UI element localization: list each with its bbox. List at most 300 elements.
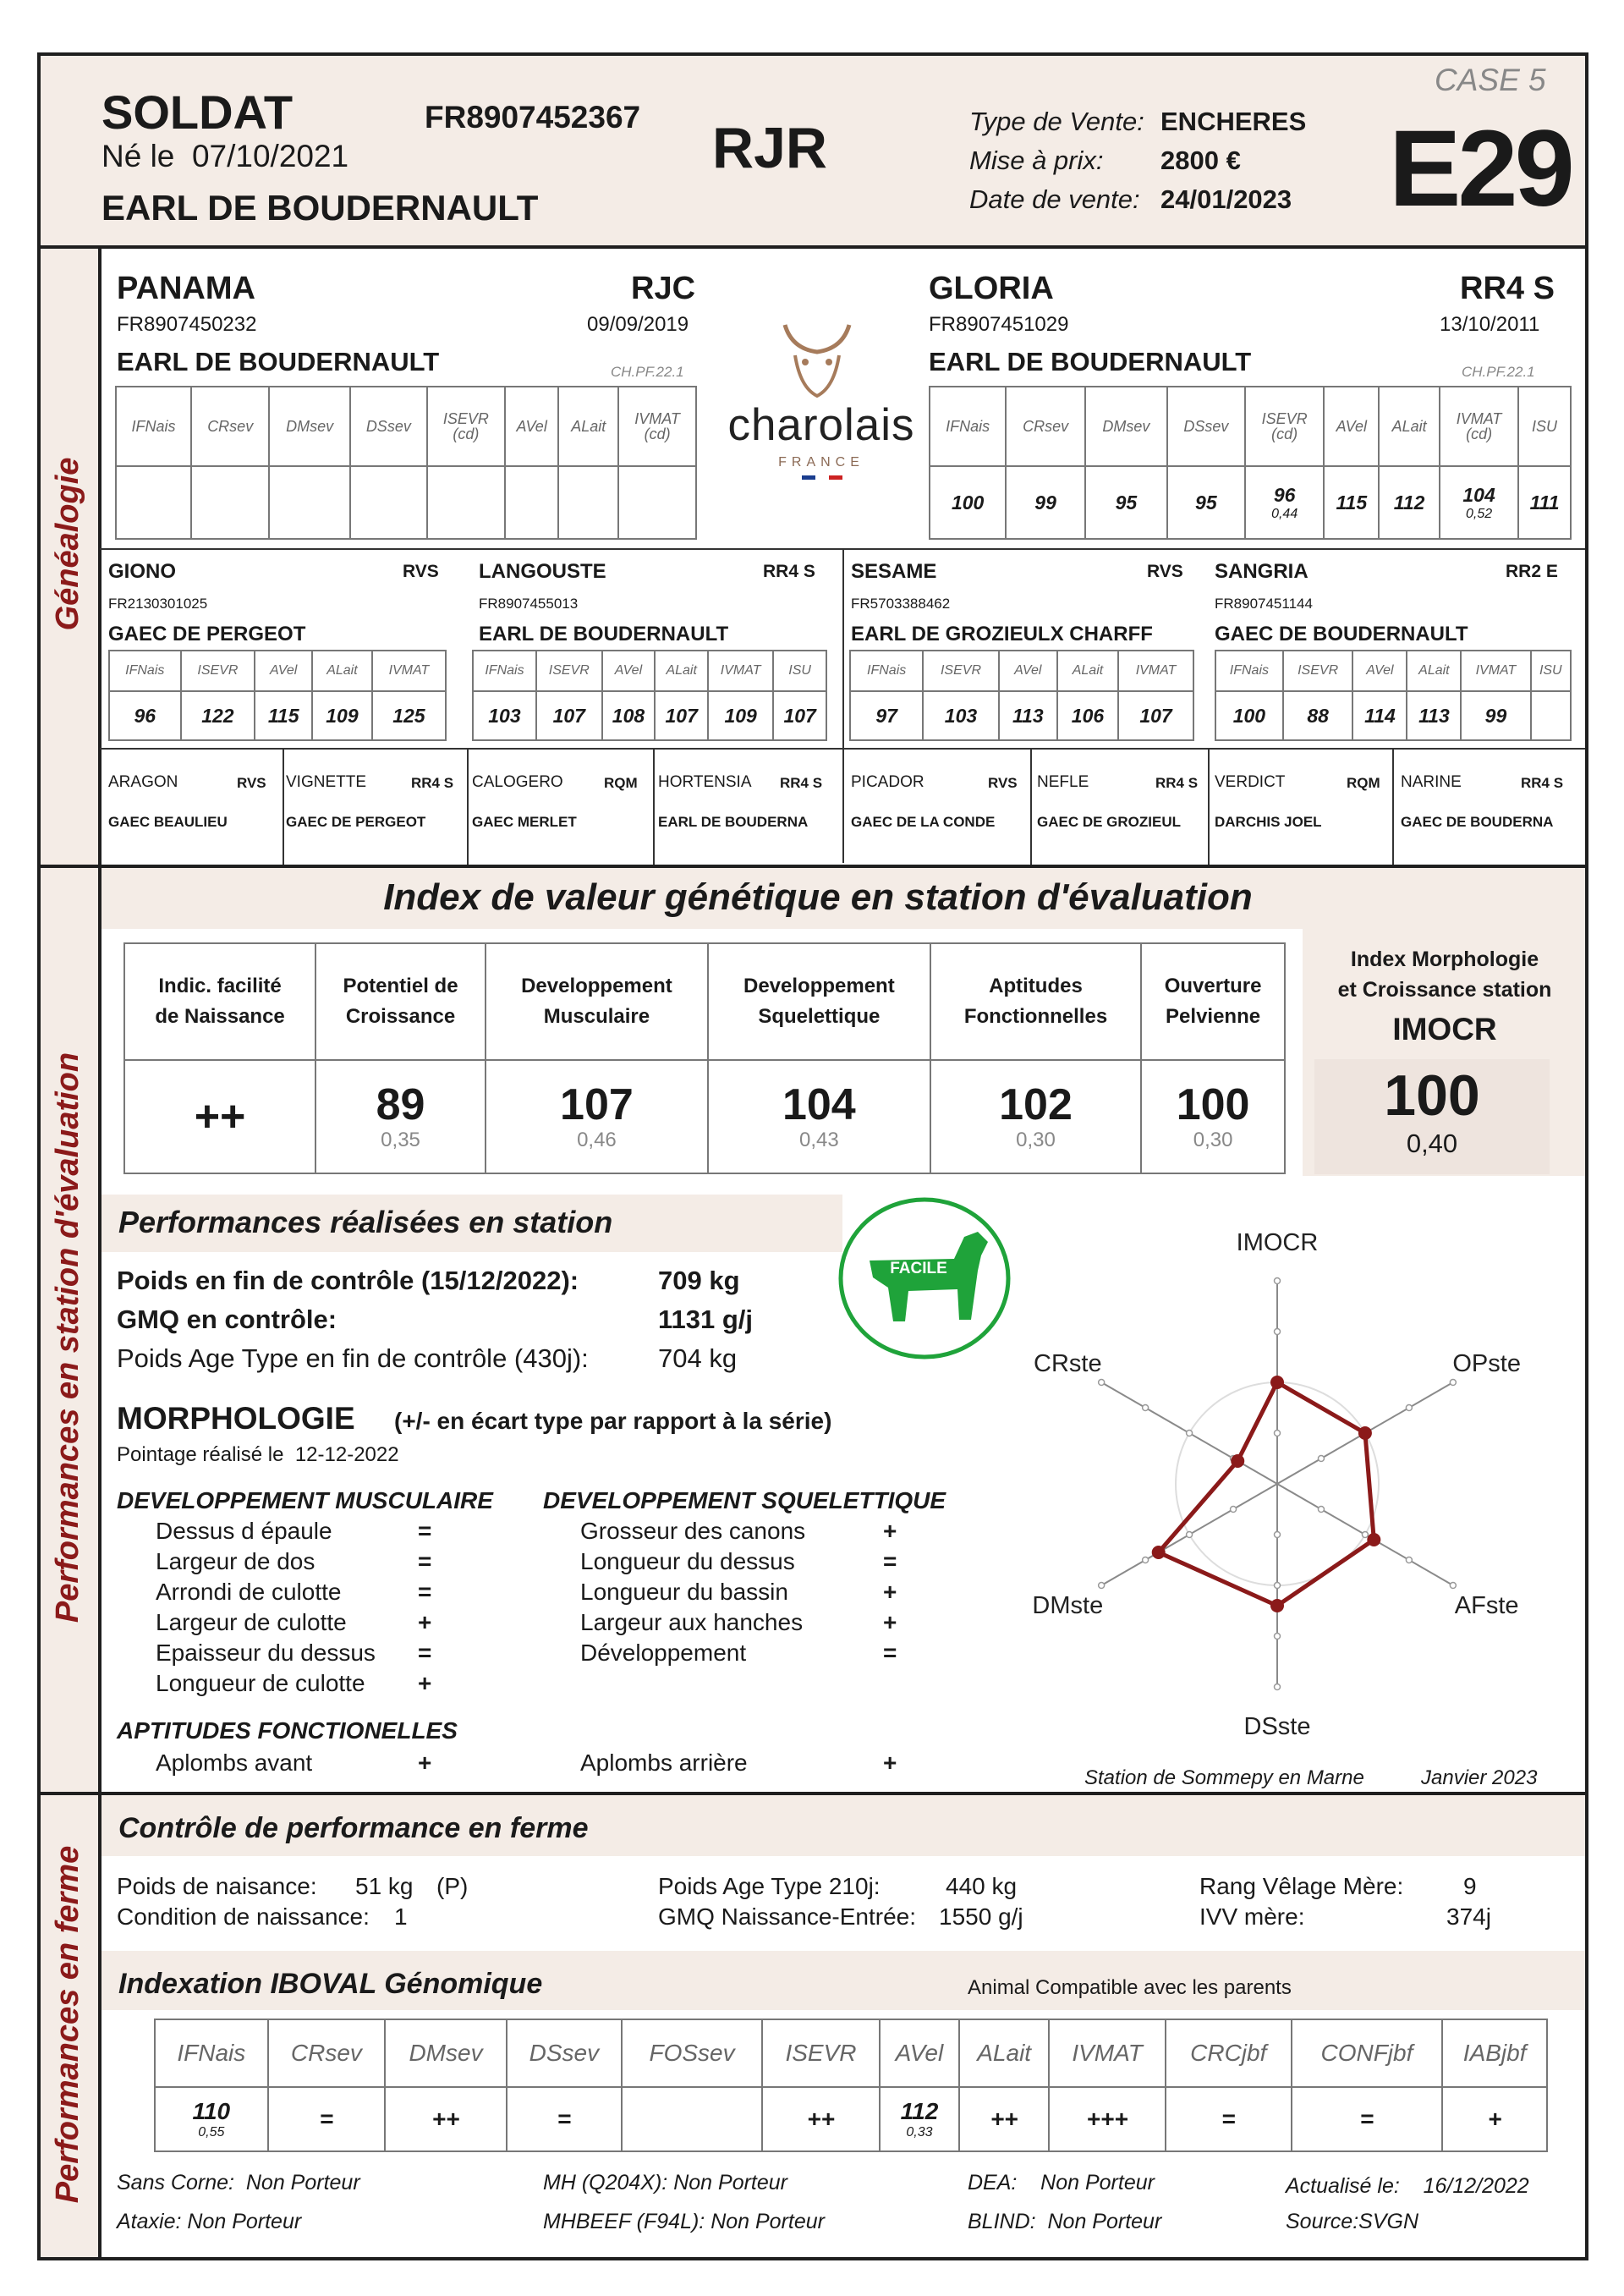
- muscle-4-label: Epaisseur du dessus: [156, 1640, 376, 1666]
- sire-date: 09/09/2019: [587, 313, 689, 336]
- dam-v8: 111: [1518, 466, 1571, 539]
- gp2-h0: IFNais: [850, 651, 923, 691]
- sire-ref: CH.PF.22.1: [611, 364, 684, 380]
- iboval-v11: +: [1442, 2087, 1547, 2151]
- radar-label-DMste: DMste: [1032, 1592, 1104, 1619]
- side-label-station: Performances en station d'évaluation: [50, 1052, 85, 1623]
- station-h2: Developpement Musculaire: [486, 943, 708, 1060]
- sire-h5: AVel: [505, 387, 558, 466]
- ggp6-owner: DARCHIS JOEL: [1215, 814, 1322, 830]
- skel-title: DEVELOPPEMENT SQUELETTIQUE: [543, 1487, 946, 1513]
- radar-chart: [1015, 1205, 1556, 1763]
- birth-label: Né le: [102, 139, 175, 173]
- gp1-name: LANGOUSTE: [479, 560, 606, 583]
- gp2-h3: ALait: [1057, 651, 1118, 691]
- gp3-id: FR8907451144: [1215, 596, 1313, 612]
- radar-series-line: [1159, 1382, 1374, 1606]
- animal-id: FR8907452367: [425, 100, 641, 135]
- iboval-v1: =: [268, 2087, 386, 2151]
- iboval-v8: +++: [1049, 2087, 1166, 2151]
- gp1-h3: ALait: [655, 651, 708, 691]
- gp2-v3: 106: [1057, 691, 1118, 740]
- gp1-code: RR4 S: [763, 562, 815, 581]
- radar-tick: [1318, 1507, 1324, 1513]
- velage-facile-badge: [836, 1193, 1013, 1360]
- farm-title: Contrôle de performance en ferme: [118, 1812, 589, 1844]
- dam-owner: EARL DE BOUDERNAULT: [929, 347, 1252, 376]
- skel-4-label: Développement: [580, 1640, 747, 1666]
- radar-label-IMOCR: IMOCR: [1236, 1229, 1319, 1256]
- skel-2-value: +: [883, 1579, 897, 1605]
- morpho-date: Pointage réalisé le 12-12-2022: [117, 1443, 399, 1466]
- gp0-v3: 109: [312, 691, 372, 740]
- sale-date: 24/01/2023: [1160, 184, 1292, 214]
- station-v0: ++: [124, 1060, 315, 1173]
- skel-4-value: =: [883, 1640, 897, 1666]
- imocr-sub: 0,40: [1406, 1129, 1458, 1158]
- muscle-1-value: =: [418, 1548, 432, 1574]
- breeder-name: EARL DE BOUDERNAULT: [102, 188, 539, 228]
- gp1-table: [472, 650, 827, 741]
- gp2-owner: EARL DE GROZIEULX CHARFF: [851, 623, 1153, 645]
- gp3-v0: 100: [1215, 691, 1283, 740]
- radar-tick: [1450, 1583, 1456, 1589]
- iboval-h7: ALait: [959, 2019, 1049, 2087]
- gp3-h3: ALait: [1407, 651, 1461, 691]
- farm-gmq: 1550 g/j: [939, 1903, 1023, 1930]
- gp1-owner: EARL DE BOUDERNAULT: [479, 623, 729, 645]
- apt-title: APTITUDES FONCTIONELLES: [117, 1717, 458, 1744]
- price: 2800 €: [1160, 146, 1241, 175]
- radar-tick: [1275, 1684, 1281, 1690]
- ggp1-owner: GAEC DE PERGEOT: [286, 814, 426, 830]
- station-h5: Ouverture Pelvienne: [1141, 943, 1285, 1060]
- animal-name: SOLDAT: [102, 85, 294, 139]
- gp1-v3: 107: [655, 691, 708, 740]
- iboval-v4: [622, 2087, 762, 2151]
- dam-h8: ISU: [1518, 387, 1571, 466]
- gp1-v0: 103: [473, 691, 536, 740]
- sire-h2: DMsev: [269, 387, 350, 466]
- iboval-v5: ++: [762, 2087, 880, 2151]
- radar-tick: [1231, 1507, 1237, 1513]
- muscle-1-label: Largeur de dos: [156, 1548, 315, 1574]
- station-v5: 100 0,30: [1141, 1060, 1285, 1173]
- sire-owner: EARL DE BOUDERNAULT: [117, 347, 440, 376]
- gp0-h1: ISEVR: [181, 651, 255, 691]
- gp3-h0: IFNais: [1215, 651, 1283, 691]
- dam-h0: IFNais: [930, 387, 1006, 466]
- imocr-label: IMOCR: [1392, 1012, 1497, 1046]
- dam-v2: 95: [1085, 466, 1167, 539]
- dam-h6: ALait: [1379, 387, 1440, 466]
- birth-weight: 51 kg: [355, 1873, 414, 1899]
- radar-point-OPste: [1358, 1426, 1372, 1440]
- iboval-h8: IVMAT: [1049, 2019, 1166, 2087]
- ggp2-name: CALOGERO: [472, 773, 563, 791]
- dam-date: 13/10/2011: [1440, 313, 1540, 336]
- iboval-title: Indexation IBOVAL Génomique: [118, 1968, 543, 2000]
- skel-0-value: +: [883, 1518, 897, 1544]
- station-v1: 89 0,35: [315, 1060, 486, 1173]
- radar-point-DSste: [1270, 1599, 1284, 1612]
- ggp4-code: RVS: [988, 775, 1018, 791]
- source: Source:SVGN: [1286, 2210, 1419, 2233]
- gp1-v5: 107: [773, 691, 826, 740]
- gp3-owner: GAEC DE BOUDERNAULT: [1215, 623, 1468, 645]
- station-index-table: [123, 942, 1286, 1174]
- updated: Actualisé le: 16/12/2022: [1286, 2174, 1529, 2198]
- gp1-v2: 108: [602, 691, 656, 740]
- radar-tick: [1406, 1405, 1412, 1411]
- gp1-h1: ISEVR: [536, 651, 602, 691]
- dam-v1: 99: [1006, 466, 1085, 539]
- muscle-4-value: =: [418, 1640, 432, 1666]
- ggp0-code: RVS: [237, 775, 266, 791]
- flag-icon: [802, 475, 842, 480]
- radar-tick: [1275, 1431, 1281, 1436]
- ggp7-name: NARINE: [1401, 773, 1462, 791]
- sire-v2: [269, 466, 350, 539]
- sans-corne: Sans Corne: Non Porteur: [117, 2171, 360, 2194]
- gp0-h3: ALait: [312, 651, 372, 691]
- gp1-h2: AVel: [602, 651, 656, 691]
- sire-v3: [350, 466, 427, 539]
- sire-h7: IVMAT (cd): [618, 387, 696, 466]
- gp1-v1: 107: [536, 691, 602, 740]
- radar-tick: [1275, 1532, 1281, 1538]
- radar-tick: [1406, 1557, 1412, 1563]
- side-label-farm: Performances en ferme: [50, 1845, 85, 2204]
- gp1-h5: ISU: [773, 651, 826, 691]
- iboval-h1: CRsev: [268, 2019, 386, 2087]
- ggp7-code: RR4 S: [1521, 775, 1564, 791]
- gp3-h5: ISU: [1531, 651, 1571, 691]
- iboval-v7: ++: [959, 2087, 1049, 2151]
- birth-weight-label: Poids de naisance:: [117, 1873, 317, 1899]
- ivv-label: IVV mère:: [1199, 1903, 1305, 1930]
- weight-value: 709 kg: [658, 1266, 740, 1295]
- radar-tick: [1187, 1532, 1193, 1538]
- imocr-title: Index Morphologie et Croissance station: [1337, 948, 1552, 1002]
- weight-label: Poids en fin de contrôle (15/12/2022):: [117, 1266, 579, 1295]
- gp0-h2: AVel: [255, 651, 312, 691]
- sire-h0: IFNais: [116, 387, 191, 466]
- dam-v3: 95: [1167, 466, 1245, 539]
- dam-h7: IVMAT (cd): [1440, 387, 1518, 466]
- iboval-h0: IFNais: [155, 2019, 268, 2087]
- muscle-0-label: Dessus d épaule: [156, 1518, 332, 1544]
- sire-name: PANAMA: [117, 271, 255, 306]
- iboval-h9: CRCjbf: [1166, 2019, 1292, 2087]
- station-v3: 104 0,43: [708, 1060, 930, 1173]
- rank-label: Rang Vêlage Mère:: [1199, 1873, 1404, 1899]
- sire-index-table: [115, 386, 697, 540]
- age210-label: Poids Age Type 210j:: [658, 1873, 881, 1899]
- dam-v0: 100: [930, 466, 1006, 539]
- radar-tick: [1275, 1583, 1281, 1589]
- skel-1-value: =: [883, 1548, 897, 1574]
- station-date: Janvier 2023: [1421, 1766, 1538, 1789]
- apt-1-label: Aplombs arrière: [580, 1749, 748, 1776]
- dam-v4: 96 0,44: [1245, 466, 1325, 539]
- gp3-name: SANGRIA: [1215, 560, 1309, 583]
- sire-h3: DSsev: [350, 387, 427, 466]
- iboval-h6: AVel: [880, 2019, 959, 2087]
- gp0-v0: 96: [109, 691, 181, 740]
- gp3-v3: 113: [1407, 691, 1461, 740]
- station-h3: Developpement Squelettique: [708, 943, 930, 1060]
- imocr-value: 100: [1384, 1063, 1480, 1128]
- muscle-2-label: Arrondi de culotte: [156, 1579, 342, 1605]
- radar-label-OPste: OPste: [1452, 1350, 1521, 1377]
- skel-3-value: +: [883, 1609, 897, 1635]
- gp1-id: FR8907455013: [479, 596, 579, 612]
- gp0-v4: 125: [372, 691, 446, 740]
- sire-h4: ISEVR (cd): [427, 387, 505, 466]
- dam-h4: ISEVR (cd): [1245, 387, 1325, 466]
- gp0-name: GIONO: [108, 560, 177, 583]
- birth-weight-flag: (P): [436, 1873, 469, 1899]
- station-v2: 107 0,46: [486, 1060, 708, 1173]
- sale-type-label: Type de Vente:: [969, 107, 1144, 136]
- ggp1-name: VIGNETTE: [286, 773, 367, 791]
- muscle-title: DEVELOPPEMENT MUSCULAIRE: [117, 1487, 493, 1513]
- iboval-h2: DMsev: [385, 2019, 507, 2087]
- iboval-h4: FOSsev: [622, 2019, 762, 2087]
- gp0-code: RVS: [403, 562, 439, 581]
- dam-h3: DSsev: [1167, 387, 1245, 466]
- ggp0-name: ARAGON: [108, 773, 178, 791]
- gp0-h0: IFNais: [109, 651, 181, 691]
- charolais-logo: [707, 315, 935, 492]
- dam-v7: 104 0,52: [1440, 466, 1518, 539]
- dam-id: FR8907451029: [929, 313, 1069, 336]
- badge-text: VELAGE FACILE: [885, 1239, 952, 1277]
- muscle-3-value: +: [418, 1609, 432, 1635]
- perf-title: Performances réalisées en station: [118, 1205, 613, 1239]
- dam-index-table: [929, 386, 1572, 540]
- dam-h1: CRsev: [1006, 387, 1085, 466]
- muscle-5-value: +: [418, 1670, 432, 1696]
- case-number: CASE 5: [1435, 63, 1546, 97]
- radar-tick: [1143, 1405, 1149, 1411]
- ggp2-owner: GAEC MERLET: [472, 814, 577, 830]
- gp0-table: [108, 650, 447, 741]
- ggp2-code: RQM: [604, 775, 638, 791]
- radar-point-IMOCR: [1270, 1376, 1284, 1389]
- lot-number: E29: [1389, 108, 1572, 229]
- station-title: Index de valeur génétique en station d'évaluation: [383, 876, 1253, 918]
- dam-name: GLORIA: [929, 271, 1054, 306]
- sire-v5: [505, 466, 558, 539]
- gp2-code: RVS: [1147, 562, 1183, 581]
- radar-tick: [1318, 1456, 1324, 1462]
- ggp7-owner: GAEC DE BOUDERNA: [1401, 814, 1554, 830]
- ggp5-owner: GAEC DE GROZIEUL: [1037, 814, 1182, 830]
- mh-status: MH (Q204X): Non Porteur: [543, 2171, 788, 2194]
- gp3-h2: AVel: [1352, 651, 1407, 691]
- radar-tick: [1450, 1380, 1456, 1386]
- sire-v1: [191, 466, 269, 539]
- sire-v6: [558, 466, 618, 539]
- gp2-id: FR5703388462: [851, 596, 951, 612]
- dea-status: DEA: Non Porteur: [968, 2171, 1155, 2194]
- gp3-table: [1215, 650, 1572, 741]
- sire-code: RJC: [631, 271, 696, 306]
- radar-label-CRste: CRste: [1034, 1350, 1102, 1377]
- gp2-h4: IVMAT: [1118, 651, 1193, 691]
- sire-id: FR8907450232: [117, 313, 257, 336]
- sire-h6: ALait: [558, 387, 618, 466]
- rank: 9: [1463, 1873, 1477, 1899]
- gp0-id: FR2130301025: [108, 596, 208, 612]
- ggp6-code: RQM: [1347, 775, 1380, 791]
- ggp4-owner: GAEC DE LA CONDE: [851, 814, 996, 830]
- gp3-v5: [1531, 691, 1571, 740]
- age210: 440 kg: [946, 1873, 1018, 1899]
- radar-label-AFste: AFste: [1454, 1592, 1519, 1619]
- sire-h1: CRsev: [191, 387, 269, 466]
- radar-tick: [1275, 1278, 1281, 1284]
- station-h1: Potentiel de Croissance: [315, 943, 486, 1060]
- muscle-3-label: Largeur de culotte: [156, 1609, 347, 1635]
- birth-cond-label: Condition de naissance:: [117, 1903, 370, 1930]
- bull-head-icon: [707, 315, 935, 399]
- gp2-v4: 107: [1118, 691, 1193, 740]
- gp2-h2: AVel: [999, 651, 1057, 691]
- gp2-name: SESAME: [851, 560, 937, 583]
- station-place: Station de Sommepy en Marne: [1084, 1766, 1364, 1789]
- skel-1-label: Longueur du dessus: [580, 1548, 795, 1574]
- gp0-h4: IVMAT: [372, 651, 446, 691]
- morpho-subtitle: (+/- en écart type par rapport à la série): [394, 1408, 832, 1434]
- skel-3-label: Largeur aux hanches: [580, 1609, 804, 1635]
- iboval-h3: DSsev: [507, 2019, 622, 2087]
- ggp3-owner: EARL DE BOUDERNA: [658, 814, 809, 830]
- iboval-v6: 112 0,33: [880, 2087, 959, 2151]
- iboval-v2: ++: [385, 2087, 507, 2151]
- dam-h5: AVel: [1324, 387, 1379, 466]
- iboval-v10: =: [1292, 2087, 1443, 2151]
- radar-tick: [1099, 1583, 1105, 1589]
- radar-tick: [1275, 1634, 1281, 1640]
- age-weight-label: Poids Age Type en fin de contrôle (430j):: [117, 1343, 589, 1373]
- logo-text: charolais: [727, 400, 915, 450]
- iboval-h5: ISEVR: [762, 2019, 880, 2087]
- radar-tick: [1099, 1380, 1105, 1386]
- gp2-table: [849, 650, 1194, 741]
- morpho-title: MORPHOLOGIE: [117, 1401, 355, 1436]
- ggp6-name: VERDICT: [1215, 773, 1286, 791]
- ivv: 374j: [1446, 1903, 1491, 1930]
- birth-date: 07/10/2021: [191, 139, 349, 173]
- gp2-h1: ISEVR: [923, 651, 998, 691]
- muscle-0-value: =: [418, 1518, 432, 1544]
- birth-cond: 1: [394, 1903, 408, 1930]
- mhbeef-status: MHBEEF (F94L): Non Porteur: [543, 2210, 825, 2233]
- animal-code: RJR: [712, 116, 828, 180]
- sire-v7: [618, 466, 696, 539]
- iboval-table: [154, 2019, 1548, 2152]
- iboval-compat: Animal Compatible avec les parents: [968, 1976, 1292, 1999]
- gp3-v4: 99: [1461, 691, 1530, 740]
- gmq-label: GMQ en contrôle:: [117, 1305, 337, 1334]
- dam-h2: DMsev: [1085, 387, 1167, 466]
- gp2-v0: 97: [850, 691, 923, 740]
- sire-v0: [116, 466, 191, 539]
- blind-status: BLIND: Non Porteur: [968, 2210, 1162, 2233]
- gp3-v1: 88: [1283, 691, 1353, 740]
- radar-point-AFste: [1367, 1533, 1380, 1546]
- gp0-v1: 122: [181, 691, 255, 740]
- iboval-v0: 110 0,55: [155, 2087, 268, 2151]
- ggp1-code: RR4 S: [411, 775, 454, 791]
- ggp4-name: PICADOR: [851, 773, 924, 791]
- iboval-v9: =: [1166, 2087, 1292, 2151]
- iboval-h10: CONFjbf: [1292, 2019, 1443, 2087]
- iboval-v3: =: [507, 2087, 622, 2151]
- birth-line: [102, 139, 348, 174]
- dam-v6: 112: [1379, 466, 1440, 539]
- apt-0-label: Aplombs avant: [156, 1749, 313, 1776]
- station-v4: 102 0,30: [930, 1060, 1141, 1173]
- gp1-h4: IVMAT: [708, 651, 773, 691]
- iboval-h11: IABjbf: [1442, 2019, 1547, 2087]
- ggp3-name: HORTENSIA: [658, 773, 752, 791]
- farm-gmq-label: GMQ Naissance-Entrée:: [658, 1903, 916, 1930]
- dam-ref: CH.PF.22.1: [1462, 364, 1535, 380]
- ggp0-owner: GAEC BEAULIEU: [108, 814, 228, 830]
- gp2-v1: 103: [923, 691, 998, 740]
- radar-label-DSste: DSste: [1243, 1713, 1311, 1740]
- ggp3-code: RR4 S: [780, 775, 823, 791]
- radar-tick: [1362, 1532, 1368, 1538]
- dam-code: RR4 S: [1460, 271, 1555, 306]
- station-h4: Aptitudes Fonctionnelles: [930, 943, 1141, 1060]
- gp0-v2: 115: [255, 691, 312, 740]
- ataxie: Ataxie: Non Porteur: [117, 2210, 302, 2233]
- radar-point-DMste: [1152, 1546, 1166, 1559]
- side-label-genealogy: Généalogie: [50, 457, 85, 631]
- gp1-h0: IFNais: [473, 651, 536, 691]
- apt-0-value: +: [418, 1749, 432, 1776]
- radar-point-CRste: [1231, 1454, 1244, 1468]
- price-label: Mise à prix:: [969, 146, 1104, 175]
- radar-tick: [1275, 1329, 1281, 1335]
- gp2-v2: 113: [999, 691, 1057, 740]
- sire-v4: [427, 466, 505, 539]
- skel-2-label: Longueur du bassin: [580, 1579, 788, 1605]
- gp3-v2: 114: [1352, 691, 1407, 740]
- gmq-value: 1131 g/j: [658, 1305, 754, 1334]
- sale-date-label: Date de vente:: [969, 184, 1140, 214]
- radar-tick: [1187, 1431, 1193, 1436]
- gp0-owner: GAEC DE PERGEOT: [108, 623, 306, 645]
- apt-1-value: +: [883, 1749, 897, 1776]
- muscle-2-value: =: [418, 1579, 432, 1605]
- gp3-h4: IVMAT: [1461, 651, 1530, 691]
- radar-tick: [1143, 1557, 1149, 1563]
- ggp5-code: RR4 S: [1155, 775, 1199, 791]
- gp3-h1: ISEVR: [1283, 651, 1353, 691]
- muscle-5-label: Longueur de culotte: [156, 1670, 365, 1696]
- gp1-v4: 109: [708, 691, 773, 740]
- ggp5-name: NEFLE: [1037, 773, 1089, 791]
- station-h0: Indic. facilité de Naissance: [124, 943, 315, 1060]
- gp3-code: RR2 E: [1506, 562, 1558, 581]
- dam-v5: 115: [1324, 466, 1379, 539]
